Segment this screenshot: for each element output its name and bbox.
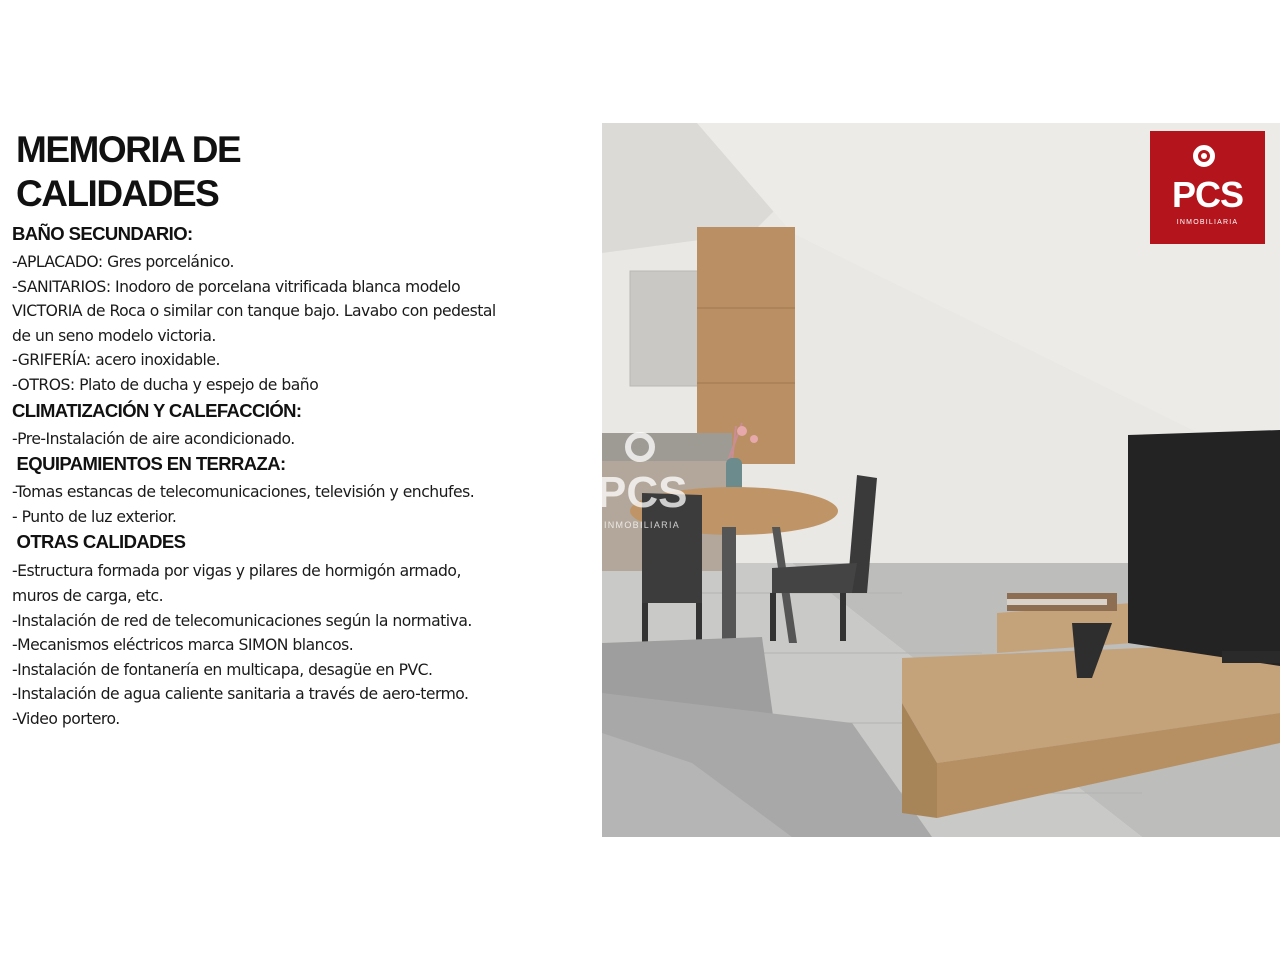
- watermark-ring-icon: [625, 432, 655, 462]
- logo-subtext: INMOBILIARIA: [1176, 219, 1239, 226]
- section-otras-calidades: [12, 529, 598, 731]
- section-line: -Instalación de red de telecomunicaciones según la normativa.: [12, 611, 472, 630]
- section-heading: EQUIPAMIENTOS EN TERRAZA:: [12, 453, 286, 475]
- title-line-1: MEMORIA DE: [16, 129, 241, 170]
- logo-dot-icon: [1201, 153, 1207, 159]
- section-line: -Instalación de fontanería en multicapa, desagüe en PVC.: [12, 660, 433, 679]
- watermark-subtext: INMOBILIARIA: [603, 520, 681, 530]
- section-line: de un seno modelo victoria.: [12, 326, 216, 345]
- watermark-text: PCS: [597, 468, 688, 517]
- section-line: -OTROS: Plato de ducha y espejo de baño: [12, 375, 319, 394]
- section-line: VICTORIA de Roca o similar con tanque bajo. Lavabo con pedestal: [12, 302, 496, 321]
- section-line: -Video portero.: [12, 709, 120, 728]
- section-line: -APLACADO: Gres porcelánico.: [12, 253, 234, 271]
- section-line: - Punto de luz exterior.: [12, 507, 177, 526]
- section-climatizacion: [12, 398, 598, 452]
- section-line: muros de carga, etc.: [12, 586, 164, 605]
- watermark: [597, 432, 687, 532]
- logo-text: PCS: [1171, 174, 1244, 215]
- section-line: -Tomas estancas de telecomunicaciones, televisión y enchufes.: [12, 483, 475, 502]
- section-equipamientos-terraza: [12, 451, 598, 529]
- section-heading: CLIMATIZACIÓN Y CALEFACCIÓN:: [12, 399, 302, 421]
- section-line: -Mecanismos eléctricos marca SIMON blancos.: [12, 636, 354, 655]
- section-line: -Instalación de agua caliente sanitaria a través de aero-termo.: [12, 685, 469, 704]
- qualities-text-column: [12, 128, 598, 732]
- section-line: -Pre-Instalación de aire acondicionado.: [12, 429, 295, 448]
- section-line: -SANITARIOS: Inodoro de porcelana vitrificada blanca modelo: [12, 277, 461, 296]
- section-heading: BAÑO SECUNDARIO:: [12, 223, 193, 244]
- page-title: [16, 128, 598, 216]
- title-line-2: CALIDADES: [16, 173, 219, 214]
- section-line: -GRIFERÍA: acero inoxidable.: [12, 351, 220, 370]
- pcs-logo: [1150, 131, 1265, 244]
- section-bano-secundario: [12, 221, 598, 398]
- section-heading: OTRAS CALIDADES: [12, 531, 186, 553]
- section-line: -Estructura formada por vigas y pilares de hormigón armado,: [12, 562, 461, 581]
